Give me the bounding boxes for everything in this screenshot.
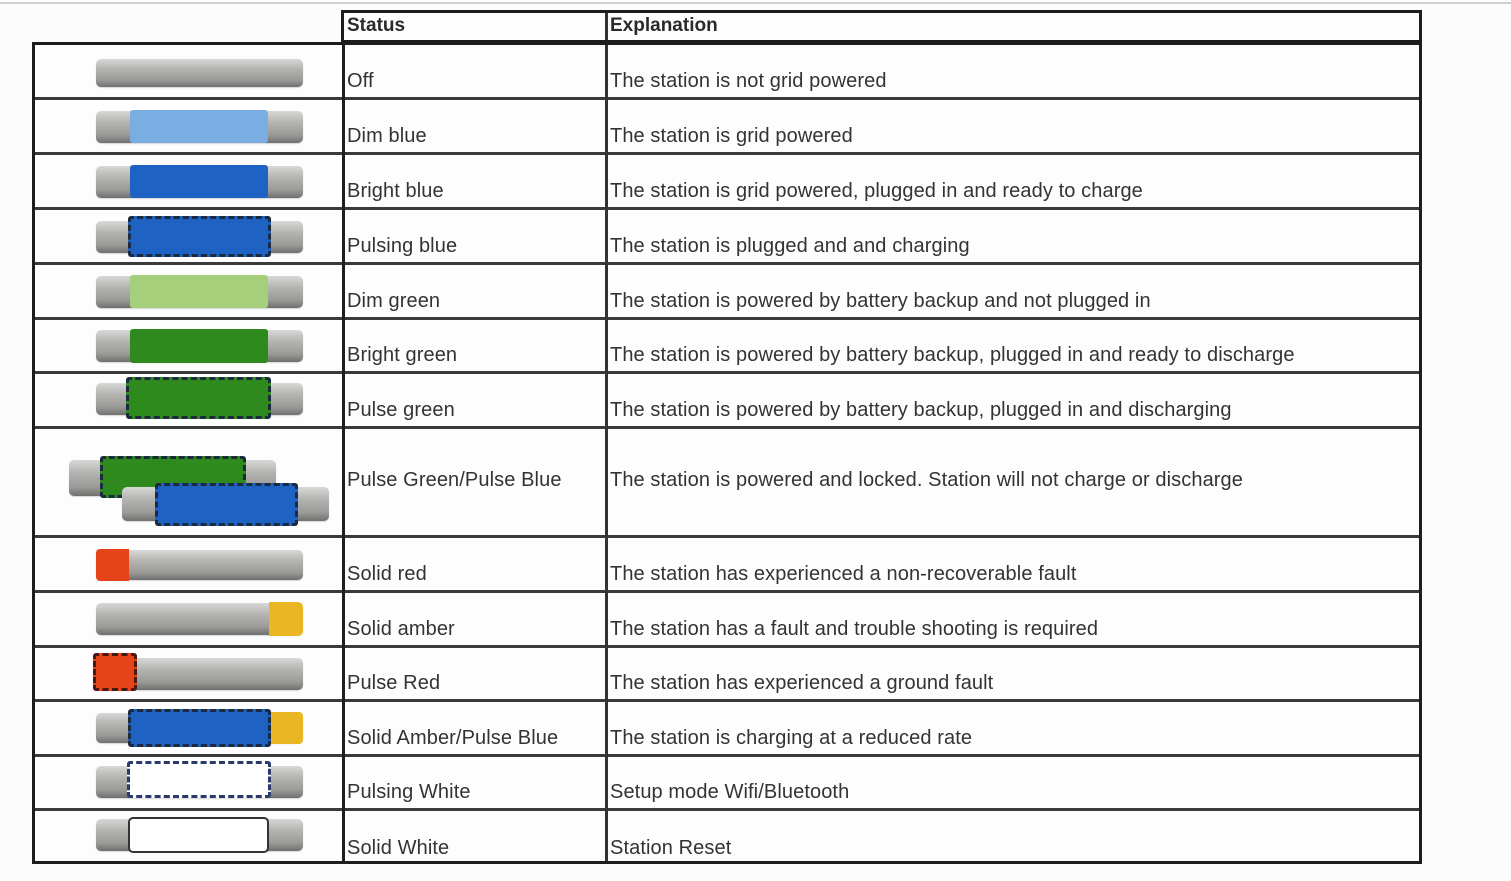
explanation-text: The station is powered by battery backup, plugged in and ready to discharge	[610, 344, 1295, 366]
status-label: Pulsing blue	[347, 235, 458, 257]
explanation-text: The station has a fault and trouble shooting is required	[610, 618, 1099, 640]
status-label: Dim blue	[347, 125, 427, 147]
explanation-text: The station is powered by battery backup, plugged in and discharging	[610, 399, 1232, 421]
status-label: Dim green	[347, 290, 441, 312]
header-explanation: Explanation	[610, 15, 718, 36]
column-divider-indicator-status	[342, 45, 345, 861]
status-label: Solid White	[347, 837, 450, 859]
table-row	[35, 593, 1419, 648]
table-row	[35, 429, 1419, 538]
table-row	[35, 155, 1419, 210]
explanation-text: The station is grid powered	[610, 125, 853, 147]
table-row	[35, 374, 1419, 429]
table-row	[35, 757, 1419, 811]
led-status-table	[32, 42, 1422, 864]
table-header	[341, 10, 1422, 44]
status-label: Pulse Green/Pulse Blue	[347, 469, 562, 491]
explanation-text: Setup mode Wifi/Bluetooth	[610, 781, 850, 803]
table-row	[35, 265, 1419, 320]
status-label: Pulsing White	[347, 781, 471, 803]
table-row	[35, 100, 1419, 155]
table-row	[35, 538, 1419, 593]
status-label: Solid amber	[347, 618, 455, 640]
explanation-text: The station is plugged and and charging	[610, 235, 970, 257]
table-row	[35, 811, 1419, 864]
table-row	[35, 648, 1419, 702]
table-row	[35, 210, 1419, 265]
status-label: Bright blue	[347, 180, 444, 202]
explanation-text: The station is grid powered, plugged in and ready to charge	[610, 180, 1143, 202]
status-label: Bright green	[347, 344, 458, 366]
table-row	[35, 702, 1419, 757]
status-label: Pulse green	[347, 399, 455, 421]
table-row	[35, 320, 1419, 374]
explanation-text: Station Reset	[610, 837, 732, 859]
column-divider-status-explanation	[605, 45, 608, 861]
explanation-text: The station is charging at a reduced rate	[610, 727, 973, 749]
top-divider-line	[0, 2, 1511, 4]
status-label: Off	[347, 70, 374, 92]
explanation-text: The station is not grid powered	[610, 70, 887, 92]
status-label: Solid Amber/Pulse Blue	[347, 727, 559, 749]
header-column-divider	[605, 13, 608, 40]
explanation-text: The station is powered by battery backup and not plugged in	[610, 290, 1151, 312]
status-label: Solid red	[347, 563, 427, 585]
table-row	[35, 45, 1419, 100]
explanation-text: The station has experienced a ground fault	[610, 672, 994, 694]
header-status: Status	[347, 15, 406, 36]
status-label: Pulse Red	[347, 672, 441, 694]
explanation-text: The station is powered and locked. Station will not charge or discharge	[610, 469, 1244, 491]
explanation-text: The station has experienced a non-recoverable fault	[610, 563, 1077, 585]
